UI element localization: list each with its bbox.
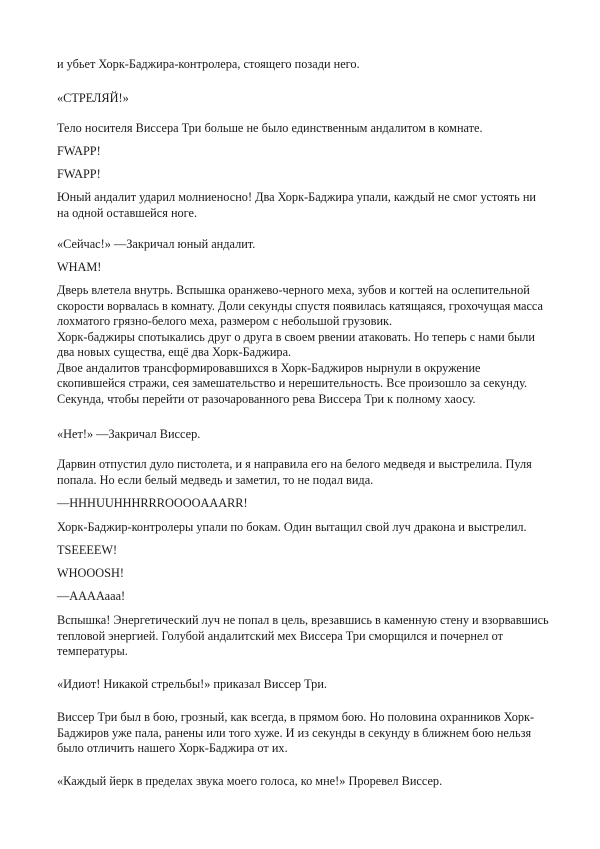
text-line: Виссер Три был в бою, грозный, как всегда, в прямом бою. Но половина охранников Хорк- xyxy=(57,710,535,724)
text-line: скорости ворвалась в комнату. Доли секунды спустя появилась катящаяся, грохочущая масса xyxy=(57,298,544,313)
paragraph xyxy=(57,237,547,253)
text-line: Вспышка! Энергетический луч не попал в цель, врезавшись в каменную стену и взорвавшись xyxy=(57,613,549,627)
paragraph xyxy=(57,457,547,488)
text-line: было отличить нашего Хорк-Баджира от их. xyxy=(57,741,288,755)
text-line: WHAM! xyxy=(57,260,102,274)
text-line: «Идиот! Никакой стрельбы!» приказал Виссер Три. xyxy=(57,677,327,691)
paragraph xyxy=(57,260,547,276)
text-line: Дарвин отпустил дуло пистолета, и я направила его на белого медведя и выстрелила. Пуля xyxy=(57,457,532,471)
text-line: Секунда, чтобы перейти от разочарованного рева Виссера Три к полному хаосу. xyxy=(57,391,476,406)
paragraph xyxy=(57,677,547,693)
paragraph xyxy=(57,566,547,582)
paragraph xyxy=(57,190,547,221)
paragraph xyxy=(57,121,547,137)
paragraph xyxy=(57,283,547,407)
text-line: «Каждый йерк в пределах звука моего голоса, ко мне!» Проревел Виссер. xyxy=(57,774,443,788)
paragraph xyxy=(57,496,547,512)
text-line: температуры. xyxy=(57,644,128,658)
text-line: Баджиров уже пала, ранены или того хуже. И из секунды в секунду в ближнем бою нельзя xyxy=(57,725,532,740)
text-line: лохматого грязно-белого меха, размером с небольшой грузовик. xyxy=(57,314,393,328)
paragraph xyxy=(57,543,547,559)
text-line: Хорк-баджиры спотыкались друг о друга в своем рвении атаковать. Но теперь с нами были xyxy=(57,329,535,344)
text-line: и убьет Хорк-Баджира-контролера, стоящего позади него. xyxy=(57,57,360,71)
paragraph xyxy=(57,57,547,73)
paragraph xyxy=(57,167,547,183)
text-line: Тело носителя Виссера Три больше не было единственным андалитом в комнате. xyxy=(57,121,483,135)
text-line: WHOOOSH! xyxy=(57,566,124,580)
text-line: «СТРЕЛЯЙ!» xyxy=(57,91,129,105)
text-line: Хорк-Баджир-контролеры упали по бокам. Один вытащил свой луч дракона и выстрелил. xyxy=(57,520,527,534)
paragraph xyxy=(57,91,547,107)
text-line: —ААААааа! xyxy=(57,589,126,603)
text-line: Дверь влетела внутрь. Вспышка оранжево-черного меха, зубов и когтей на ослепительной xyxy=(57,283,530,297)
text-line: два новых существа, ещё два Хорк-Баджира. xyxy=(57,345,292,359)
text-line: скопившейся стражи, сея замешательство и нерешительность. Все произошло за секунду. xyxy=(57,376,528,390)
paragraph xyxy=(57,520,547,536)
paragraph xyxy=(57,144,547,160)
text-line: —ННHUUHHHRRROOOOAAARR! xyxy=(57,496,248,510)
text-line: на одной оставшейся ноге. xyxy=(57,205,198,220)
text-line: Двое андалитов трансформировавшихся в Хорк-Баджиров нырнули в окружение xyxy=(57,360,481,375)
text-line: «Нет!» —Закричал Виссер. xyxy=(57,427,201,441)
paragraph xyxy=(57,710,547,757)
text-line: Юный андалит ударил молниеносно! Два Хорк-Баджира упали, каждый не смог устоять ни xyxy=(57,190,536,204)
paragraph xyxy=(57,774,547,790)
text-line: TSEEEEW! xyxy=(57,543,118,557)
text-line: тепловой энергией. Голубой андалитский мех Виссера Три сморщился и почернел от xyxy=(57,628,503,643)
paragraph xyxy=(57,613,547,660)
text-line: FWAPP! xyxy=(57,144,101,158)
text-line: попала. Но если белый медведь и заметил, то не подал вида. xyxy=(57,472,374,487)
paragraph xyxy=(57,589,547,605)
text-line: «Сейчас!» —Закричал юный андалит. xyxy=(57,237,256,251)
paragraph xyxy=(57,427,547,443)
text-line: FWAPP! xyxy=(57,167,101,181)
